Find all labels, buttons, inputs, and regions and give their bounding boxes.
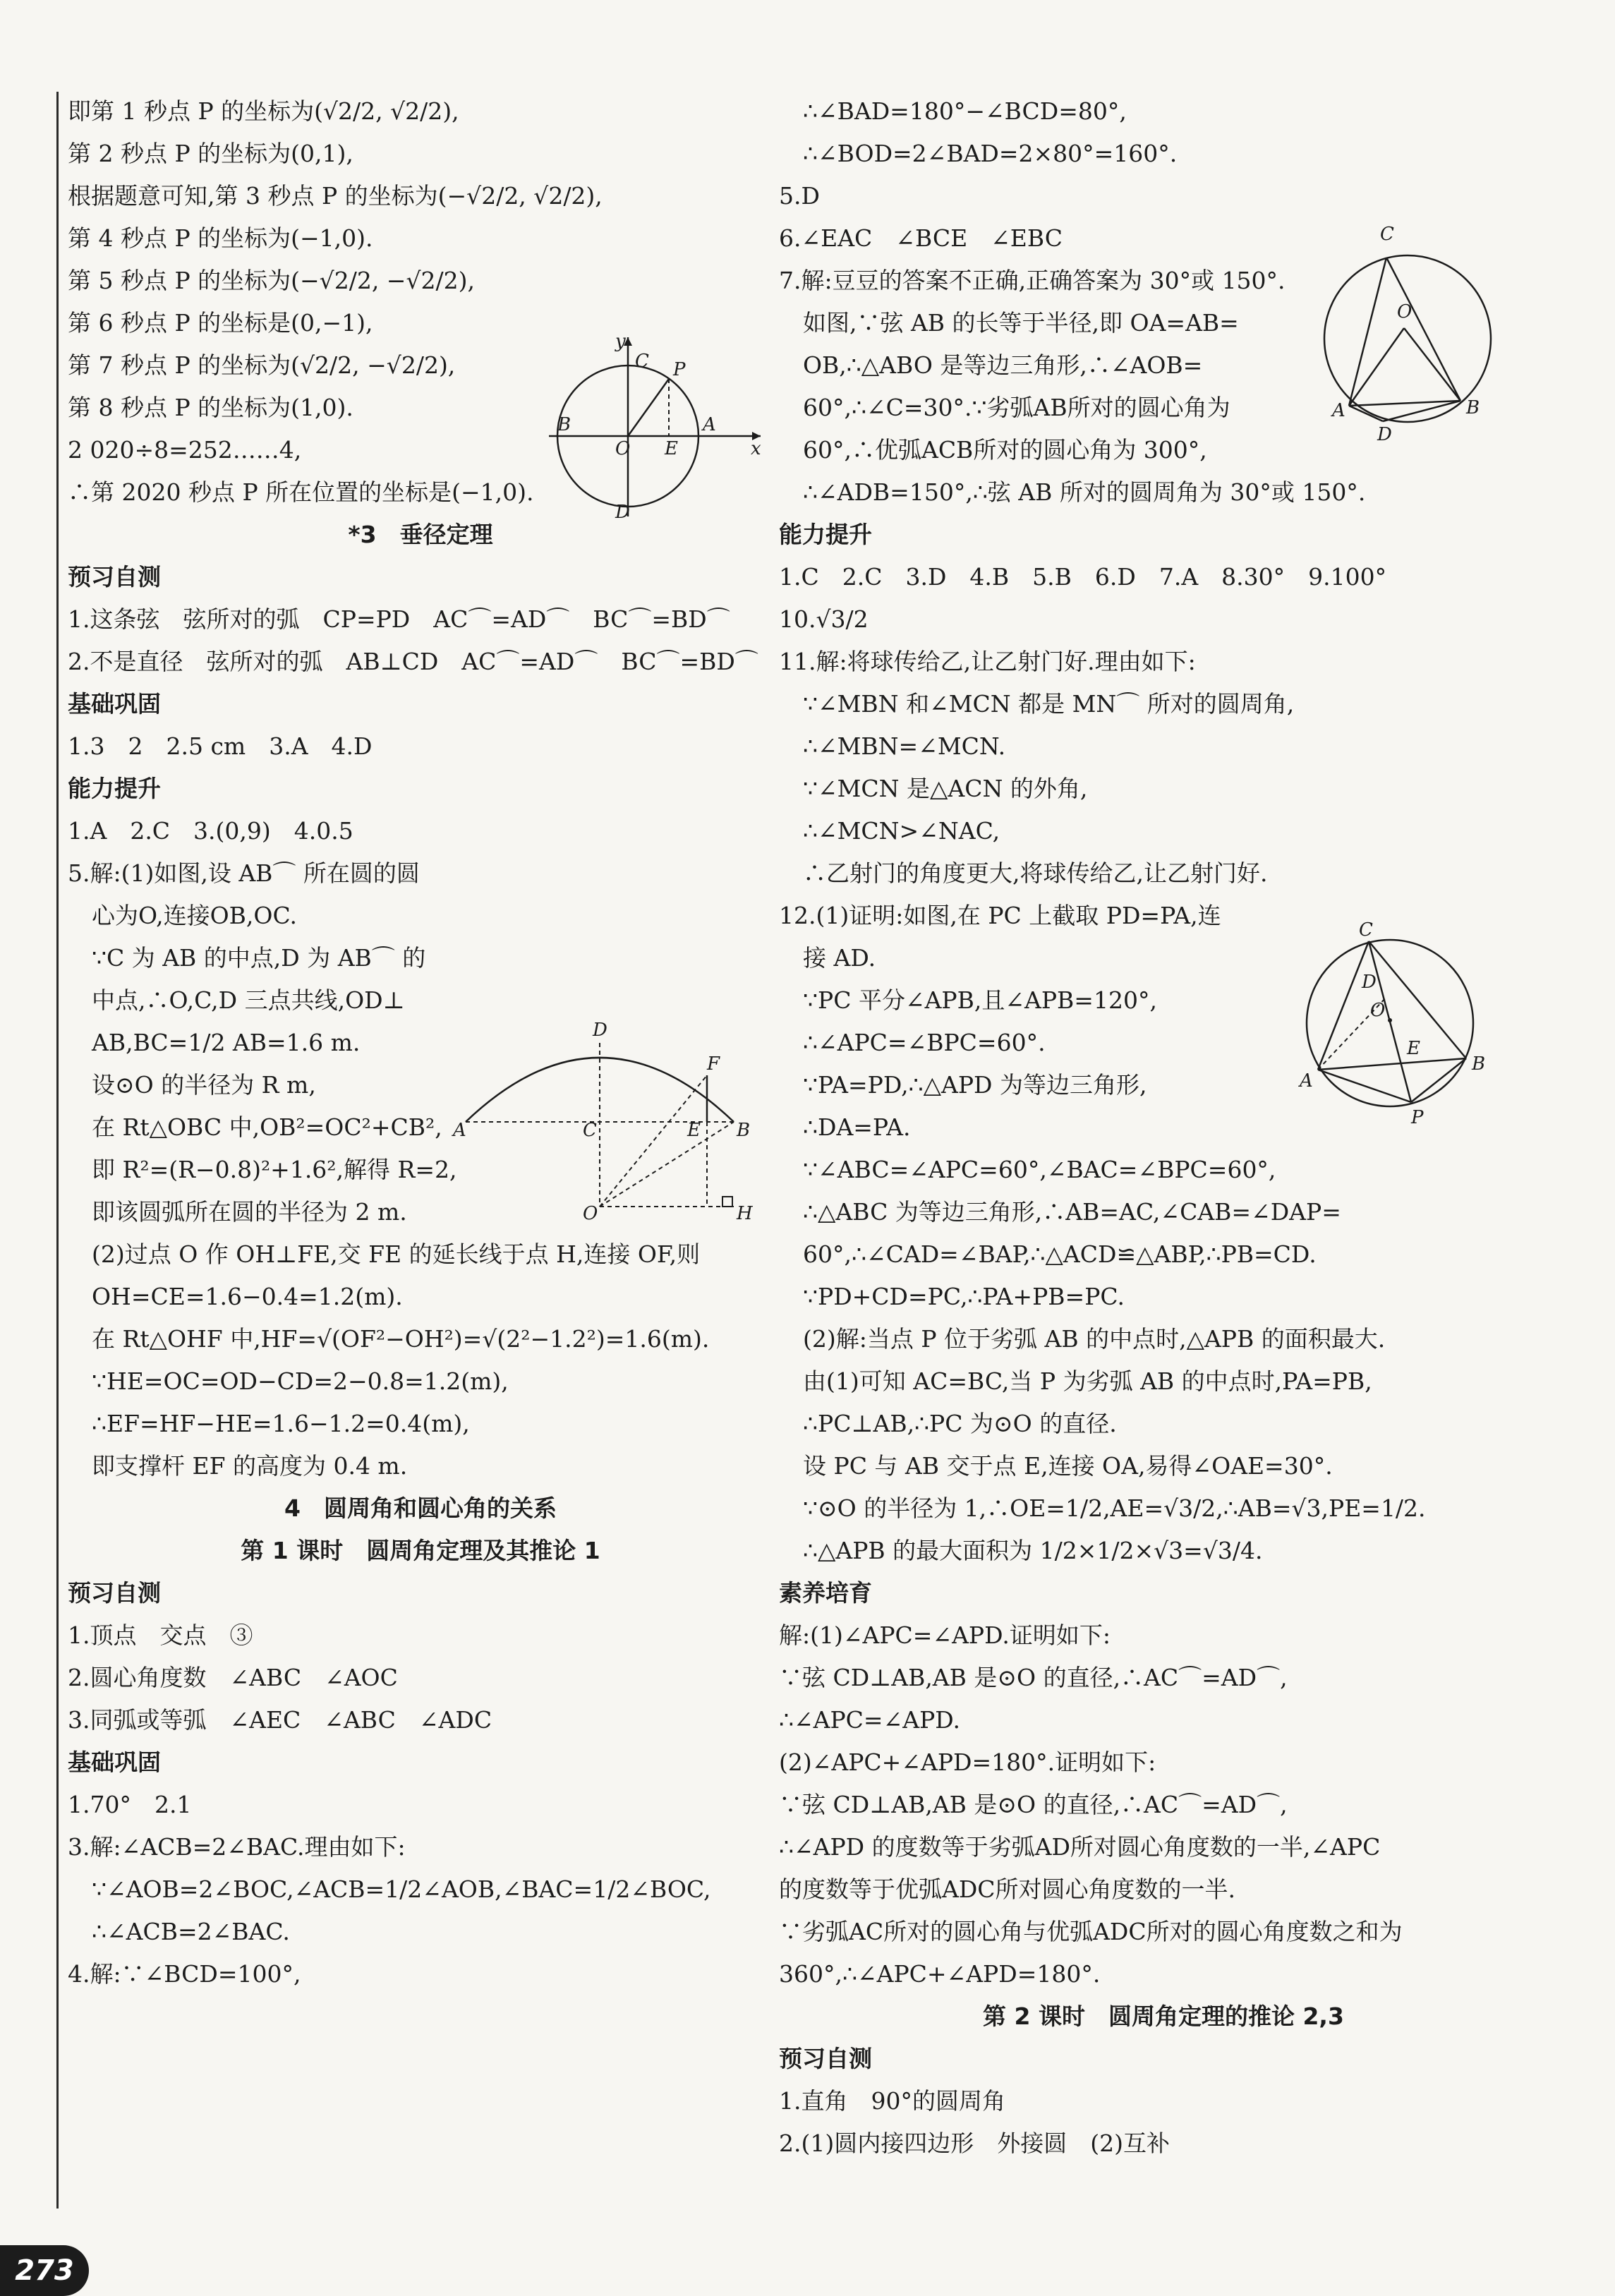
text-line: ∵∠AOB=2∠BOC,∠ACB=1/2∠AOB,∠BAC=1/2∠BOC, [92, 1875, 711, 1903]
text-line: ∵HE=OC=OD−CD=2−0.8=1.2(m), [92, 1367, 509, 1395]
figure-label: B [1466, 397, 1480, 418]
figure-label: O [1397, 301, 1413, 322]
figure-label: D [615, 502, 630, 522]
text-line: 11.解:将球传给乙,让乙射门好.理由如下: [779, 648, 1196, 675]
text-line: 2 020÷8=252……4, [68, 436, 302, 464]
text-line: 60°,∴∠CAD=∠BAP,∴△ACD≌△ABP,∴PB=CD. [803, 1240, 1317, 1268]
text-line: 中点,∴O,C,D 三点共线,OD⊥ [92, 986, 405, 1014]
figure-label: A [1332, 400, 1345, 421]
text-line: 12.(1)证明:如图,在 PC 上截取 PD=PA,连 [779, 902, 1221, 929]
text-line: 1.3 2 2.5 cm 3.A 4.D [68, 732, 373, 760]
text-line: ∵弦 CD⊥AB,AB 是⊙O 的直径,∴AC⌒=AD⌒, [779, 1791, 1288, 1818]
text-line: 3.解:∠ACB=2∠BAC.理由如下: [68, 1833, 406, 1861]
text-line: 3.同弧或等弧 ∠AEC ∠ABC ∠ADC [68, 1706, 492, 1734]
subsection-heading: 能力提升 [68, 775, 161, 802]
figure-label: P [1411, 1107, 1424, 1128]
text-line: 第 7 秒点 P 的坐标为(√2/2, −√2/2), [68, 351, 456, 379]
text-line: OH=CE=1.6−0.4=1.2(m). [92, 1283, 403, 1310]
text-line: ∵PC 平分∠APB,且∠APB=120°, [803, 986, 1157, 1014]
text-line: 5.解:(1)如图,设 AB⌒ 所在圆的圆 [68, 859, 420, 887]
subsection-heading: 预习自测 [68, 1579, 161, 1607]
figure-label: O [583, 1203, 598, 1224]
text-line: 根据题意可知,第 3 秒点 P 的坐标为(−√2/2, √2/2), [68, 182, 603, 210]
text-line: ∵C 为 AB 的中点,D 为 AB⌒ 的 [92, 944, 426, 972]
text-line: ∴△APB 的最大面积为 1/2×1/2×√3=√3/4. [803, 1537, 1263, 1564]
text-line: ∵∠MCN 是△ACN 的外角, [803, 775, 1088, 802]
figure-label: C [1359, 919, 1373, 941]
text-line: 60°,∴∠C=30°.∵劣弧AB所对的圆心角为 [803, 394, 1230, 421]
text-line: 即 R²=(R−0.8)²+1.6²,解得 R=2, [92, 1156, 457, 1183]
text-line: 7.解:豆豆的答案不正确,正确答案为 30°或 150°. [779, 267, 1286, 294]
section-title: *3 垂径定理 [348, 521, 493, 548]
figure-q7 [1319, 219, 1496, 445]
subsection-heading: 基础巩固 [68, 690, 161, 718]
figure-label: A [1300, 1070, 1313, 1092]
figure-q12 [1291, 917, 1496, 1129]
figure-label: A [703, 414, 716, 435]
margin-rule [56, 92, 59, 2209]
text-line: (2)解:当点 P 位于劣弧 AB 的中点时,△APB 的面积最大. [803, 1325, 1386, 1353]
figure-label: x [751, 438, 761, 459]
subsection-heading: 预习自测 [779, 2045, 872, 2072]
text-line: ∴∠ACB=2∠BAC. [92, 1918, 290, 1945]
text-line: (2)∠APC+∠APD=180°.证明如下: [779, 1748, 1156, 1776]
figure-label: E [687, 1120, 701, 1141]
text-line: OB,∴△ABO 是等边三角形,∴∠AOB= [803, 351, 1203, 379]
text-line: 1.这条弦 弦所对的弧 CP=PD AC⌒=AD⌒ BC⌒=BD⌒ [68, 605, 730, 633]
text-line: 的度数等于优弧ADC所对圆心角度数的一半. [779, 1875, 1236, 1903]
text-line: 2.不是直径 弦所对的弧 AB⊥CD AC⌒=AD⌒ BC⌒=BD⌒ [68, 648, 758, 675]
text-line: ∴第 2020 秒点 P 所在位置的坐标是(−1,0). [68, 478, 534, 506]
text-line: 即第 1 秒点 P 的坐标为(√2/2, √2/2), [68, 97, 459, 125]
text-line: 由(1)可知 AC=BC,当 P 为劣弧 AB 的中点时,PA=PB, [803, 1367, 1372, 1395]
text-line: 360°,∴∠APC+∠APD=180°. [779, 1960, 1101, 1988]
text-line: 10.√3/2 [779, 605, 869, 633]
text-line: 接 AD. [803, 944, 876, 972]
figure-label: E [1407, 1038, 1420, 1059]
text-line: ∴∠BOD=2∠BAD=2×80°=160°. [803, 140, 1178, 167]
text-line: 1.直角 90°的圆周角 [779, 2087, 1005, 2115]
text-line: 4.解:∵∠BCD=100°, [68, 1960, 301, 1988]
figure-label: D [1362, 972, 1377, 993]
subsection-heading: 素养培育 [779, 1579, 872, 1607]
text-line: ∴∠BAD=180°−∠BCD=80°, [803, 97, 1127, 125]
text-line: 解:(1)∠APC=∠APD.证明如下: [779, 1621, 1111, 1649]
figure-label: D [1377, 424, 1392, 445]
figure-label: y [615, 332, 626, 352]
subsection-heading: 预习自测 [68, 563, 161, 591]
text-line: ∴△ABC 为等边三角形,∴AB=AC,∠CAB=∠DAP= [803, 1198, 1341, 1226]
text-line: 1.A 2.C 3.(0,9) 4.0.5 [68, 817, 353, 845]
text-line: 第 2 秒点 P 的坐标为(0,1), [68, 140, 353, 167]
figure-label: C [1380, 224, 1394, 245]
text-line: 第 5 秒点 P 的坐标为(−√2/2, −√2/2), [68, 267, 475, 294]
text-line: ∴∠APC=∠APD. [779, 1706, 961, 1734]
figure-label: C [583, 1120, 597, 1141]
text-line: 1.70° 2.1 [68, 1791, 192, 1818]
text-line: ∴∠MBN=∠MCN. [803, 732, 1006, 760]
text-line: 2.圆心角度数 ∠ABC ∠AOC [68, 1664, 398, 1691]
text-line: ∵⊙O 的半径为 1,∴OE=1/2,AE=√3/2,∴AB=√3,PE=1/2. [803, 1494, 1426, 1522]
figure-label: D [593, 1020, 607, 1041]
subsection-heading: 能力提升 [779, 521, 872, 548]
figure-label: F [707, 1053, 720, 1075]
text-line: 5.D [779, 182, 820, 210]
text-line: 在 Rt△OHF 中,HF=√(OF²−OH²)=√(2²−1.2²)=1.6(m). [92, 1325, 710, 1353]
text-line: 第 8 秒点 P 的坐标为(1,0). [68, 394, 353, 421]
figure-label: B [1472, 1053, 1486, 1075]
figure-label: P [673, 359, 686, 380]
text-line: 即支撑杆 EF 的高度为 0.4 m. [92, 1452, 408, 1480]
text-line: ∴∠APD 的度数等于劣弧AD所对圆心角度数的一半,∠APC [779, 1833, 1381, 1861]
text-line: (2)过点 O 作 OH⊥FE,交 FE 的延长线于点 H,连接 OF,则 [92, 1240, 701, 1268]
figure-label: B [737, 1120, 751, 1141]
section-title: 4 圆周角和圆心角的关系 [284, 1494, 557, 1522]
text-line: ∵PD+CD=PC,∴PA+PB=PC. [803, 1283, 1125, 1310]
figure-label: B [557, 414, 571, 435]
text-line: ∵弦 CD⊥AB,AB 是⊙O 的直径,∴AC⌒=AD⌒, [779, 1664, 1288, 1691]
subsection-heading: 基础巩固 [68, 1748, 161, 1776]
page-number: 273 [0, 2245, 89, 2296]
lesson-title: 第 2 课时 圆周角定理的推论 2,3 [983, 2002, 1344, 2030]
text-line: ∵∠ABC=∠APC=60°,∠BAC=∠BPC=60°, [803, 1156, 1276, 1183]
text-line: ∴∠APC=∠BPC=60°. [803, 1029, 1046, 1056]
text-line: ∴∠MCN>∠NAC, [803, 817, 1000, 845]
text-line: ∵∠MBN 和∠MCN 都是 MN⌒ 所对的圆周角, [803, 690, 1295, 718]
text-line: 即该圆弧所在圆的半径为 2 m. [92, 1198, 407, 1226]
text-line: ∵PA=PD,∴△APD 为等边三角形, [803, 1071, 1147, 1099]
text-line: 如图,∵弦 AB 的长等于半径,即 OA=AB= [803, 309, 1239, 337]
text-line: 第 6 秒点 P 的坐标是(0,−1), [68, 309, 373, 337]
figure-arc-support [452, 1015, 762, 1226]
figure-label: O [615, 438, 631, 459]
text-line: ∴EF=HF−HE=1.6−1.2=0.4(m), [92, 1410, 470, 1437]
lesson-title: 第 1 课时 圆周角定理及其推论 1 [241, 1537, 600, 1564]
figure-label: E [665, 438, 678, 459]
text-line: 设 PC 与 AB 交于点 E,连接 OA,易得∠OAE=30°. [803, 1452, 1333, 1480]
text-line: 第 4 秒点 P 的坐标为(−1,0). [68, 224, 373, 252]
text-line: ∴∠ADB=150°,∴弦 AB 所对的圆周角为 30°或 150°. [803, 478, 1366, 506]
figure-label: H [737, 1203, 753, 1224]
text-line: 在 Rt△OBC 中,OB²=OC²+CB², [92, 1113, 442, 1141]
text-line: ∴DA=PA. [803, 1113, 911, 1141]
text-line: ∴乙射门的角度更大,将球传给乙,让乙射门好. [803, 859, 1268, 887]
text-line: 心为O,连接OB,OC. [92, 902, 298, 929]
text-line: 设⊙O 的半径为 R m, [92, 1071, 316, 1099]
text-line: AB,BC=1/2 AB=1.6 m. [92, 1029, 361, 1056]
text-line: 60°,∴优弧ACB所对的圆心角为 300°, [803, 436, 1207, 464]
figure-label: A [453, 1120, 466, 1141]
text-line: ∵劣弧AC所对的圆心角与优弧ADC所对的圆心角度数之和为 [779, 1918, 1403, 1945]
figure-unit-circle [536, 332, 769, 522]
figure-label: C [635, 351, 649, 372]
text-line: 1.C 2.C 3.D 4.B 5.B 6.D 7.A 8.30° 9.100° [779, 563, 1387, 591]
figure-label: O [1370, 1000, 1386, 1021]
text-line: 2.(1)圆内接四边形 外接圆 (2)互补 [779, 2129, 1170, 2157]
text-line: ∴PC⊥AB,∴PC 为⊙O 的直径. [803, 1410, 1117, 1437]
text-line: 6.∠EAC ∠BCE ∠EBC [779, 224, 1063, 252]
text-line: 1.顶点 交点 ③ [68, 1621, 253, 1649]
